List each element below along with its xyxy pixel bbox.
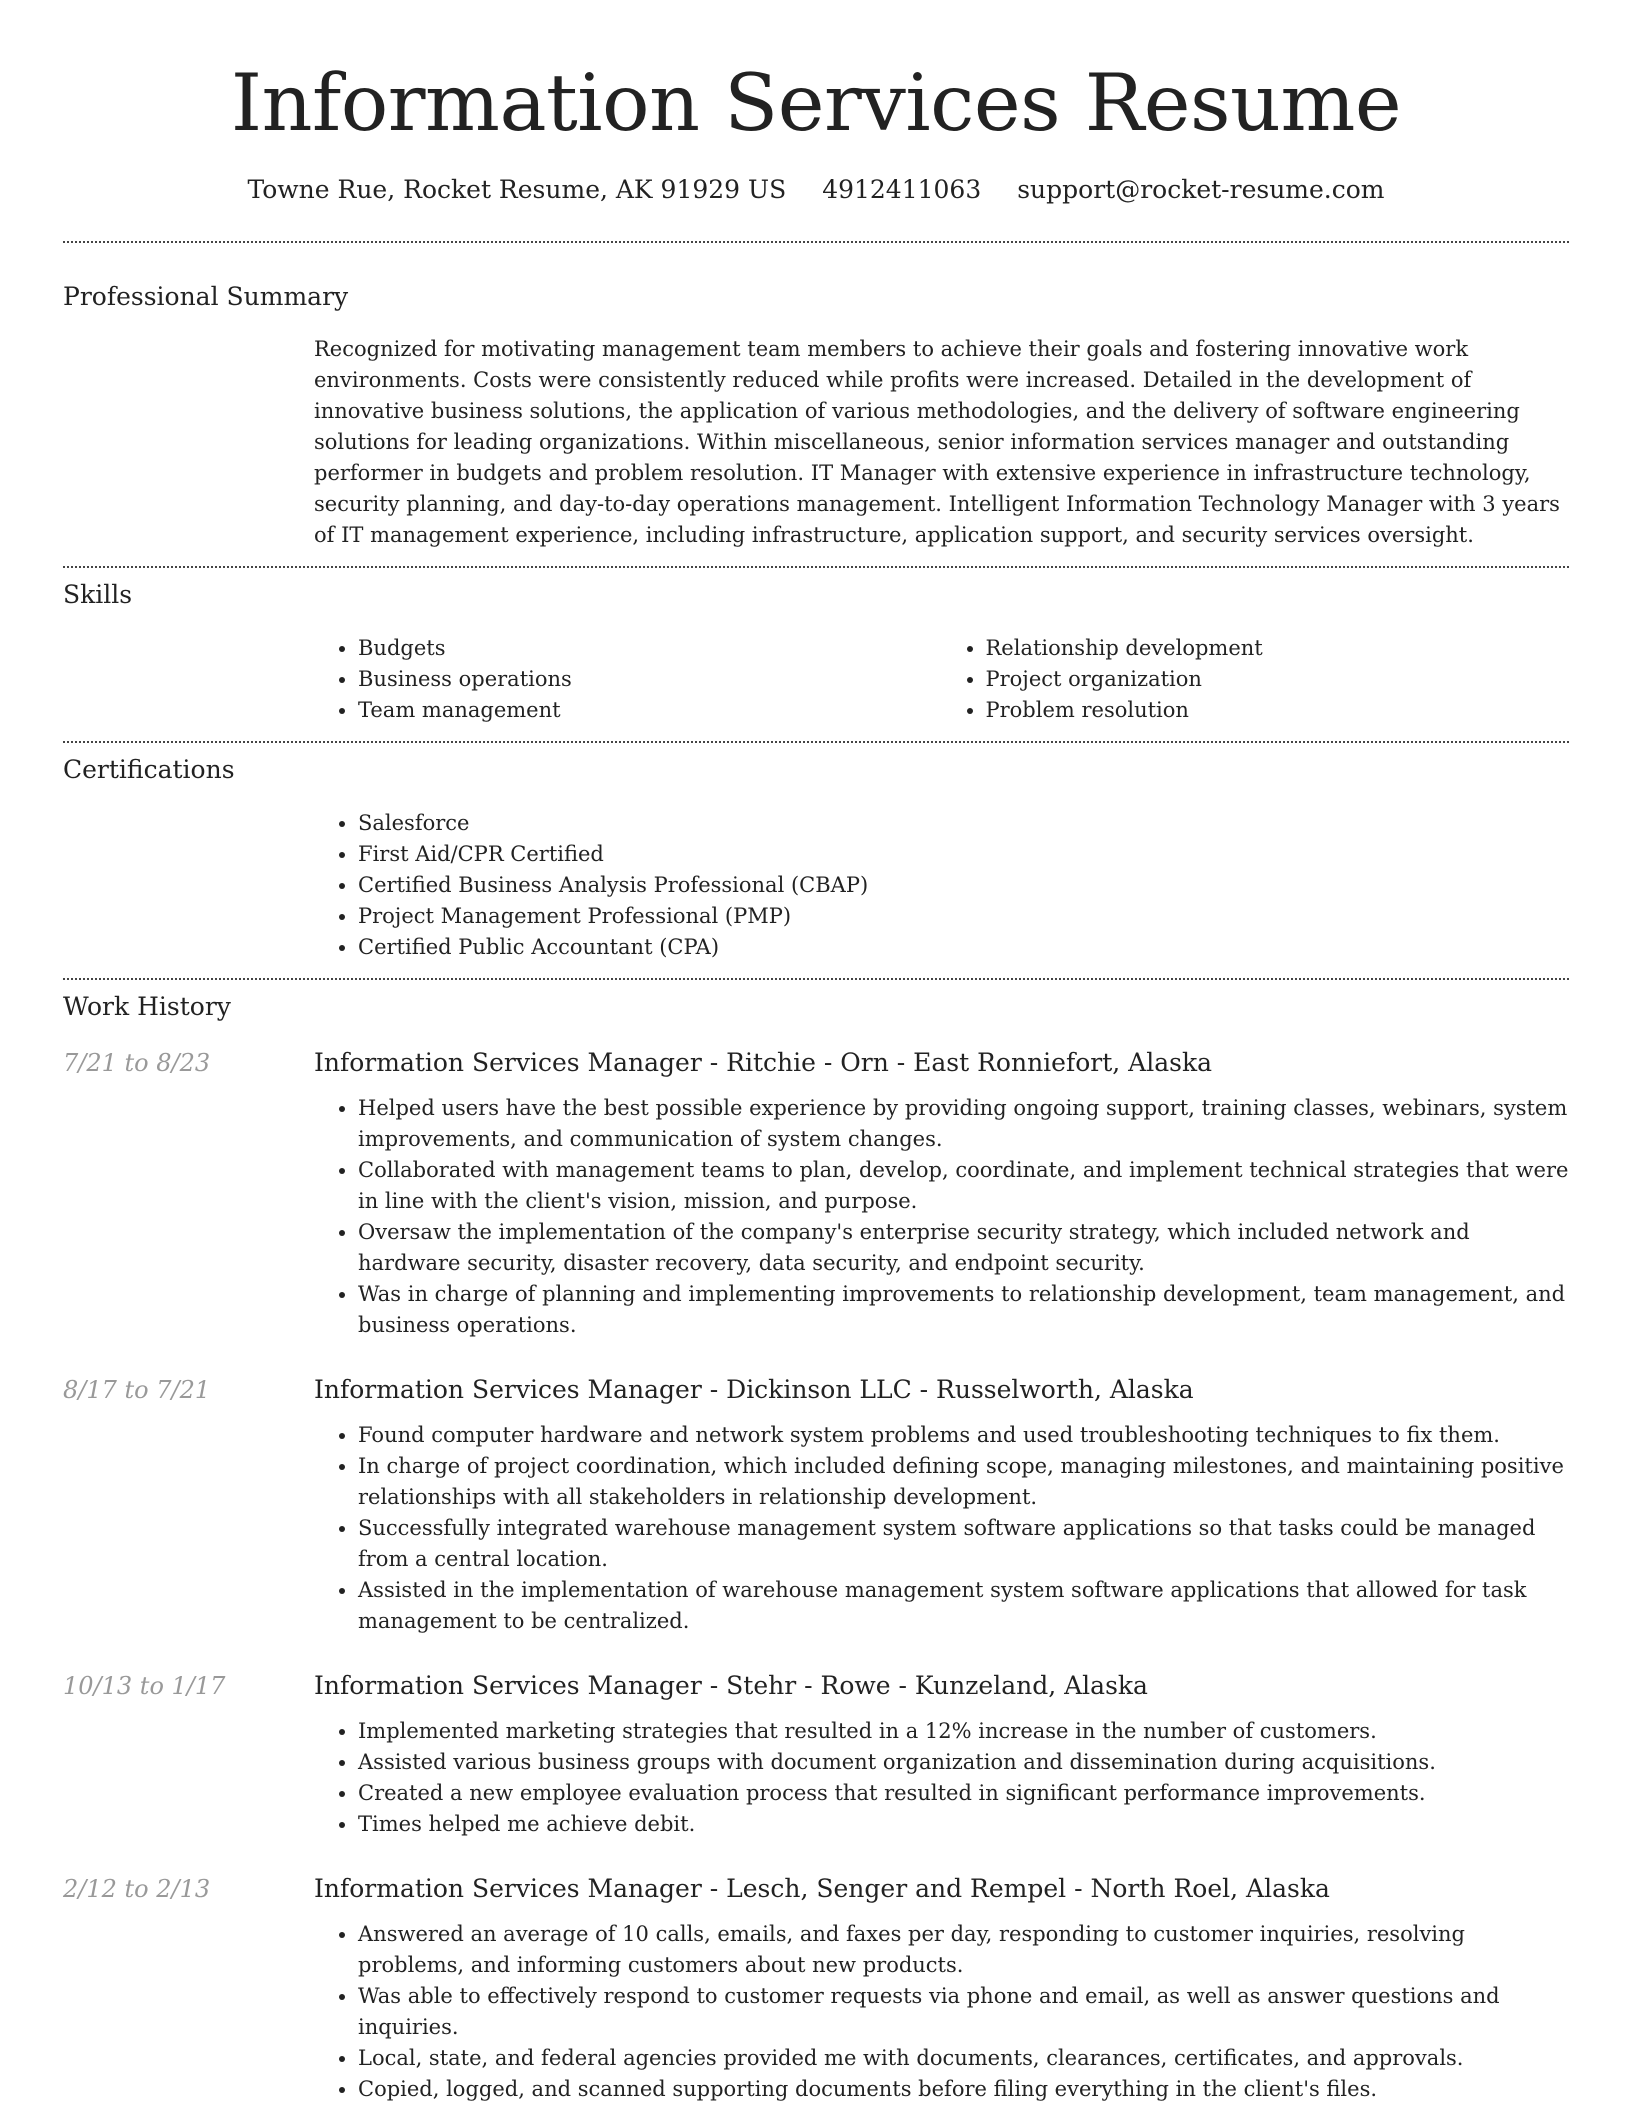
job-dates: 8/17 to 7/21 xyxy=(63,1376,211,1404)
skill-item: • Relationship development xyxy=(986,633,1570,664)
job-bullets xyxy=(314,1716,1569,1840)
job-dates: 10/13 to 1/17 xyxy=(63,1672,226,1700)
job-bullet: • Answered an average of 10 calls, emails, and faxes per day, responding to customer inquiries, resolving problems, and informing customers about new products. xyxy=(358,1919,1569,1981)
contact-phone: 4912411063 xyxy=(822,175,982,204)
work-history-heading: Work History xyxy=(63,992,231,1021)
skills-heading: Skills xyxy=(63,580,133,609)
job-dates: 2/12 to 2/13 xyxy=(63,1875,211,1903)
job-bullet: • Found computer hardware and network system problems and used troubleshooting techniques to fix them. xyxy=(358,1420,1569,1451)
certifications-section xyxy=(63,743,1569,963)
skill-item: • Project organization xyxy=(986,664,1570,695)
job-bullet: • Successfully integrated warehouse management system software applications so that tasks could be managed from a central location. xyxy=(358,1513,1569,1575)
job-title: Information Services Manager - Ritchie - Orn - East Ronniefort, Alaska xyxy=(314,1048,1213,1077)
certification-item: • First Aid/CPR Certified xyxy=(358,839,1569,870)
contact-line xyxy=(63,173,1569,207)
skills-list-right xyxy=(942,633,1570,726)
job-bullet: • Local, state, and federal agencies provided me with documents, clearances, certificates, and approvals. xyxy=(358,2043,1569,2074)
certifications-heading: Certifications xyxy=(63,755,235,784)
summary-heading: Professional Summary xyxy=(63,282,349,311)
contact-email: support@rocket-resume.com xyxy=(1017,175,1385,204)
job-bullets xyxy=(314,1420,1569,1637)
job-bullet: • Assisted in the implementation of warehouse management system software applications that allowed for task management to be centralized. xyxy=(358,1575,1569,1637)
certification-item: • Certified Public Accountant (CPA) xyxy=(358,932,1569,963)
job-bullets xyxy=(314,1919,1569,2105)
job-bullet: • Times helped me achieve debit. xyxy=(358,1809,1569,1840)
skill-item: • Team management xyxy=(358,695,942,726)
job-bullet: • Created a new employee evaluation process that resulted in significant performance improvements. xyxy=(358,1778,1569,1809)
job-bullet: • Collaborated with management teams to plan, develop, coordinate, and implement technical strategies that were in line with the client's vision, mission, and purpose. xyxy=(358,1155,1569,1217)
job-bullet: • Oversaw the implementation of the company's enterprise security strategy, which included network and hardware security, disaster recovery, data security, and endpoint security. xyxy=(358,1217,1569,1279)
job-bullet: • Implemented marketing strategies that resulted in a 12% increase in the number of customers. xyxy=(358,1716,1569,1747)
job-entry xyxy=(63,1872,1569,2105)
job-bullets xyxy=(314,1093,1569,1341)
job-dates: 7/21 to 8/23 xyxy=(63,1049,211,1077)
job-title: Information Services Manager - Stehr - Rowe - Kunzeland, Alaska xyxy=(314,1671,1148,1700)
job-entry xyxy=(63,1373,1569,1637)
summary-text: Recognized for motivating management team members to achieve their goals and fostering innovative work environments. Costs were consistently reduced while profits were increased. Detailed in the development of innovative business solutions, the application of various methodologies, and the delivery of software engineering solutions for leading organizations. Within miscellaneous, senior information services manager and outstanding performer in budgets and problem resolution. IT Manager with extensive experience in infrastructure technology, security planning, and day-to-day operations management. Intelligent Information Technology Manager with 3 years of IT management experience, including infrastructure, application support, and security services oversight. xyxy=(314,337,1560,547)
job-entry xyxy=(63,1046,1569,1341)
summary-section xyxy=(63,243,1569,551)
job-title: Information Services Manager - Dickinson LLC - Russelworth, Alaska xyxy=(314,1375,1194,1404)
certification-item: • Certified Business Analysis Professional (CBAP) xyxy=(358,870,1569,901)
job-bullet: • Copied, logged, and scanned supporting documents before filing everything in the client's files. xyxy=(358,2074,1569,2105)
job-bullet: • Helped users have the best possible experience by providing ongoing support, training classes, webinars, system improvements, and communication of system changes. xyxy=(358,1093,1569,1155)
skills-list-left xyxy=(314,633,942,726)
job-bullet: • Was in charge of planning and implementing improvements to relationship development, team management, and business operations. xyxy=(358,1279,1569,1341)
certification-item: • Salesforce xyxy=(358,808,1569,839)
skill-item: • Budgets xyxy=(358,633,942,664)
certifications-list xyxy=(314,808,1569,963)
certification-item: • Project Management Professional (PMP) xyxy=(358,901,1569,932)
resume-title: Information Services Resume xyxy=(230,57,1402,149)
skill-item: • Business operations xyxy=(358,664,942,695)
contact-address: Towne Rue, Rocket Resume, AK 91929 US xyxy=(247,175,787,204)
job-bullet: • Assisted various business groups with document organization and dissemination during acquisitions. xyxy=(358,1747,1569,1778)
job-bullet: • Was able to effectively respond to customer requests via phone and email, as well as answer questions and inquiries. xyxy=(358,1981,1569,2043)
work-history-section xyxy=(63,980,1569,2105)
job-bullet: • In charge of project coordination, which included defining scope, managing milestones, and maintaining positive relationships with all stakeholders in relationship development. xyxy=(358,1451,1569,1513)
job-title: Information Services Manager - Lesch, Senger and Rempel - North Roel, Alaska xyxy=(314,1874,1330,1903)
job-entry xyxy=(63,1669,1569,1840)
skill-item: • Problem resolution xyxy=(986,695,1570,726)
skills-section xyxy=(63,568,1569,726)
